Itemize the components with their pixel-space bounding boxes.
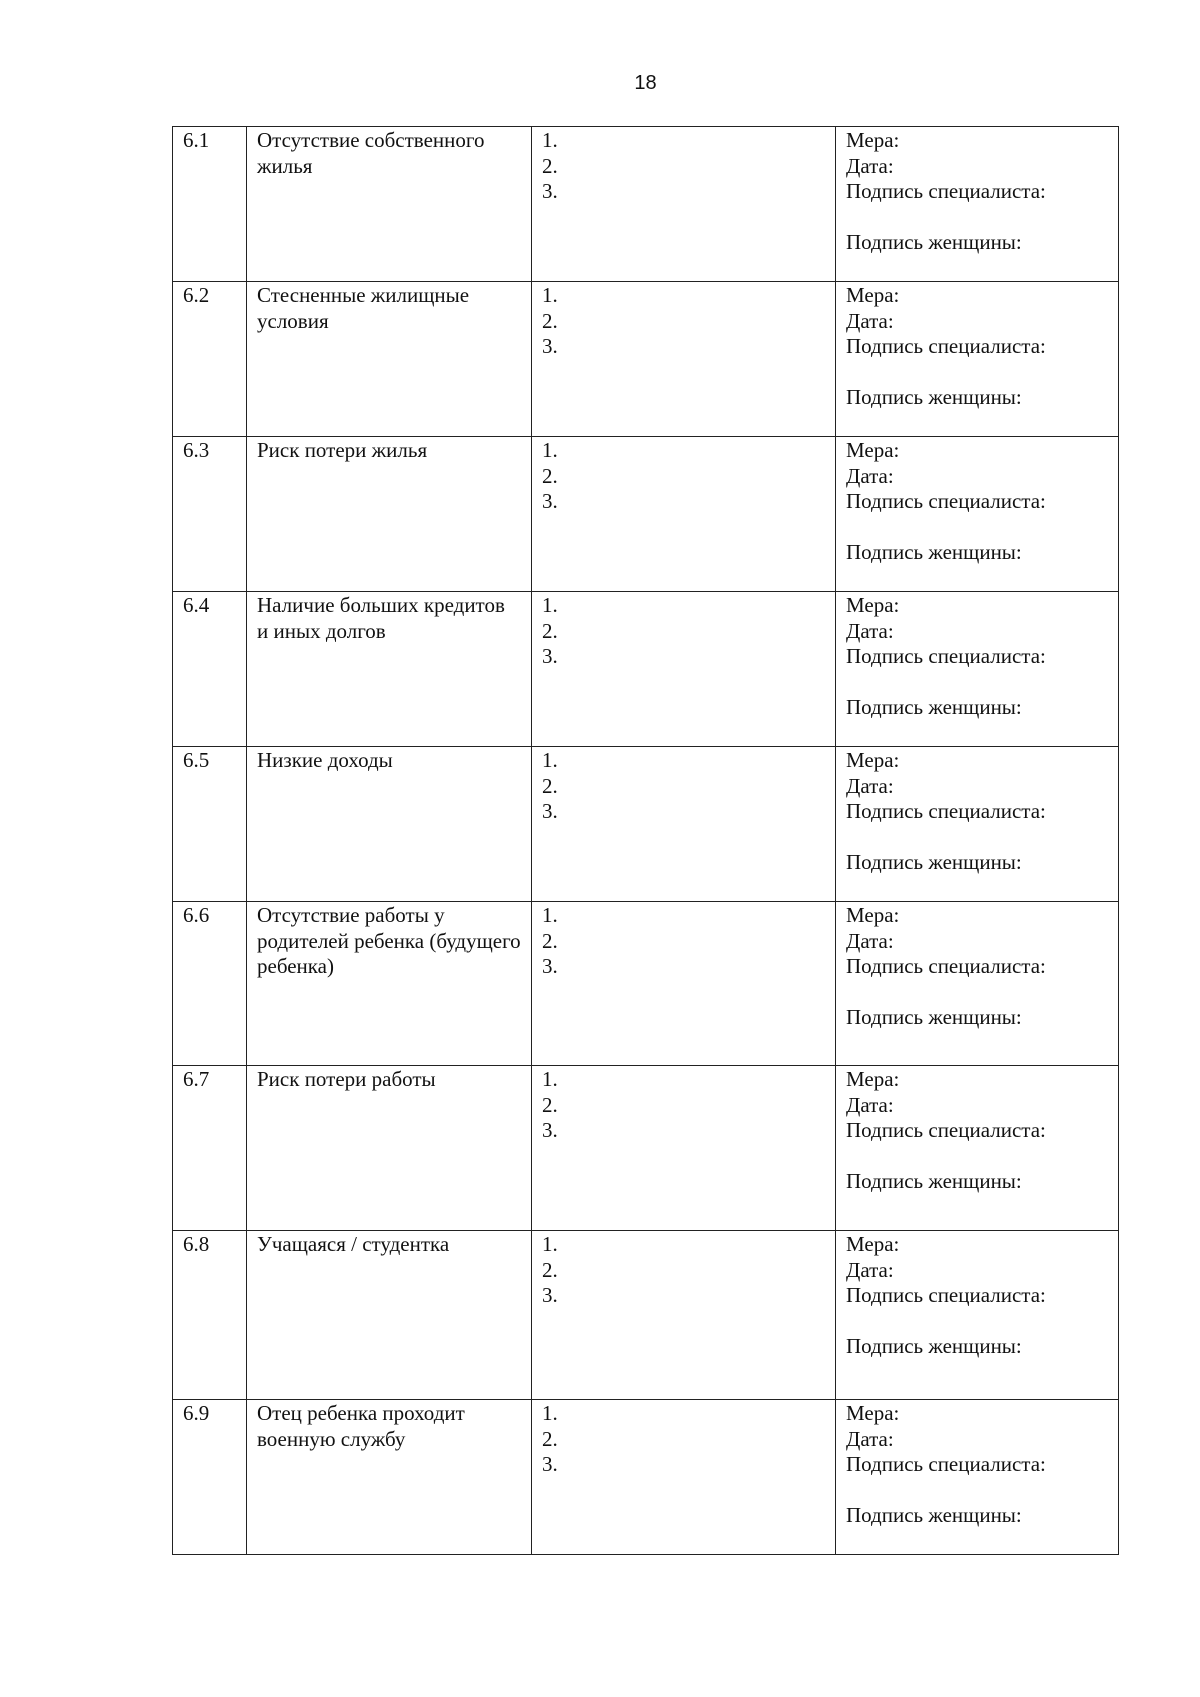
table-row <box>173 592 1119 747</box>
signature-cell <box>836 1066 1119 1231</box>
row-number: 6.4 <box>173 592 247 747</box>
specialist-signature-label: Подпись специалиста: <box>846 334 1046 358</box>
specialist-signature-label: Подпись специалиста: <box>846 1283 1046 1307</box>
woman-signature-label: Подпись женщины: <box>846 695 1022 719</box>
step-3: 3. <box>542 1283 558 1307</box>
specialist-signature-label: Подпись специалиста: <box>846 1118 1046 1142</box>
risk-title: Риск потери жилья <box>247 437 532 592</box>
specialist-signature-label: Подпись специалиста: <box>846 179 1046 203</box>
signature-cell <box>836 592 1119 747</box>
step-1: 1. <box>542 283 558 307</box>
step-2: 2. <box>542 773 558 798</box>
step-2: 2. <box>542 1257 558 1282</box>
step-3: 3. <box>542 954 558 978</box>
step-2: 2. <box>542 463 558 488</box>
steps-cell <box>532 127 836 282</box>
step-3: 3. <box>542 179 558 203</box>
woman-signature-label: Подпись женщины: <box>846 1503 1022 1527</box>
risk-title: Риск потери работы <box>247 1066 532 1231</box>
steps-cell <box>532 437 836 592</box>
step-1: 1. <box>542 593 558 617</box>
step-2: 2. <box>542 618 558 643</box>
step-1: 1. <box>542 748 558 772</box>
signature-cell <box>836 127 1119 282</box>
row-number: 6.5 <box>173 747 247 902</box>
step-1: 1. <box>542 1232 558 1256</box>
measure-label: Мера: <box>846 903 900 927</box>
measure-label: Мера: <box>846 593 900 617</box>
woman-signature-label: Подпись женщины: <box>846 850 1022 874</box>
measures-table <box>172 126 1119 1555</box>
specialist-signature-label: Подпись специалиста: <box>846 489 1046 513</box>
step-2: 2. <box>542 153 558 178</box>
step-2: 2. <box>542 1092 558 1117</box>
risk-title: Стесненные жилищные условия <box>247 282 532 437</box>
specialist-signature-label: Подпись специалиста: <box>846 954 1046 978</box>
step-1: 1. <box>542 903 558 927</box>
row-number: 6.2 <box>173 282 247 437</box>
risk-title: Отсутствие работы у родителей ребенка (будущего ребенка) <box>247 902 532 1066</box>
steps-cell <box>532 1400 836 1555</box>
risk-title: Наличие больших кредитов и иных долгов <box>247 592 532 747</box>
row-number: 6.6 <box>173 902 247 1066</box>
step-3: 3. <box>542 644 558 668</box>
step-1: 1. <box>542 128 558 152</box>
specialist-signature-label: Подпись специалиста: <box>846 644 1046 668</box>
woman-signature-label: Подпись женщины: <box>846 1005 1022 1029</box>
steps-cell <box>532 1066 836 1231</box>
woman-signature-label: Подпись женщины: <box>846 230 1022 254</box>
date-label: Дата: <box>846 1426 894 1451</box>
signature-cell <box>836 1231 1119 1400</box>
table-row <box>173 747 1119 902</box>
row-number: 6.3 <box>173 437 247 592</box>
table-row <box>173 1400 1119 1555</box>
measure-label: Мера: <box>846 1401 900 1425</box>
step-3: 3. <box>542 1118 558 1142</box>
step-2: 2. <box>542 308 558 333</box>
specialist-signature-label: Подпись специалиста: <box>846 799 1046 823</box>
steps-cell <box>532 282 836 437</box>
measure-label: Мера: <box>846 438 900 462</box>
measure-label: Мера: <box>846 1232 900 1256</box>
row-number: 6.8 <box>173 1231 247 1400</box>
step-1: 1. <box>542 1401 558 1425</box>
steps-cell <box>532 747 836 902</box>
table-row <box>173 282 1119 437</box>
step-3: 3. <box>542 489 558 513</box>
steps-cell <box>532 1231 836 1400</box>
row-number: 6.1 <box>173 127 247 282</box>
measure-label: Мера: <box>846 1067 900 1091</box>
table-row <box>173 1066 1119 1231</box>
table-row <box>173 437 1119 592</box>
risk-title: Отсутствие собственного жилья <box>247 127 532 282</box>
date-label: Дата: <box>846 1257 894 1282</box>
signature-cell <box>836 902 1119 1066</box>
step-1: 1. <box>542 1067 558 1091</box>
step-2: 2. <box>542 1426 558 1451</box>
date-label: Дата: <box>846 308 894 333</box>
row-number: 6.7 <box>173 1066 247 1231</box>
step-3: 3. <box>542 799 558 823</box>
date-label: Дата: <box>846 773 894 798</box>
date-label: Дата: <box>846 463 894 488</box>
risk-title: Низкие доходы <box>247 747 532 902</box>
table-row <box>173 902 1119 1066</box>
specialist-signature-label: Подпись специалиста: <box>846 1452 1046 1476</box>
table-row <box>173 127 1119 282</box>
step-3: 3. <box>542 1452 558 1476</box>
measure-label: Мера: <box>846 748 900 772</box>
steps-cell <box>532 592 836 747</box>
signature-cell <box>836 747 1119 902</box>
signature-cell <box>836 1400 1119 1555</box>
date-label: Дата: <box>846 1092 894 1117</box>
measure-label: Мера: <box>846 128 900 152</box>
woman-signature-label: Подпись женщины: <box>846 1334 1022 1358</box>
date-label: Дата: <box>846 153 894 178</box>
woman-signature-label: Подпись женщины: <box>846 1169 1022 1193</box>
woman-signature-label: Подпись женщины: <box>846 540 1022 564</box>
date-label: Дата: <box>846 928 894 953</box>
row-number: 6.9 <box>173 1400 247 1555</box>
woman-signature-label: Подпись женщины: <box>846 385 1022 409</box>
risk-title: Учащаяся / студентка <box>247 1231 532 1400</box>
page-number: 18 <box>634 72 657 94</box>
step-1: 1. <box>542 438 558 462</box>
signature-cell <box>836 437 1119 592</box>
step-3: 3. <box>542 334 558 358</box>
risk-title: Отец ребенка проходит военную службу <box>247 1400 532 1555</box>
measure-label: Мера: <box>846 283 900 307</box>
table-row <box>173 1231 1119 1400</box>
step-2: 2. <box>542 928 558 953</box>
date-label: Дата: <box>846 618 894 643</box>
steps-cell <box>532 902 836 1066</box>
signature-cell <box>836 282 1119 437</box>
